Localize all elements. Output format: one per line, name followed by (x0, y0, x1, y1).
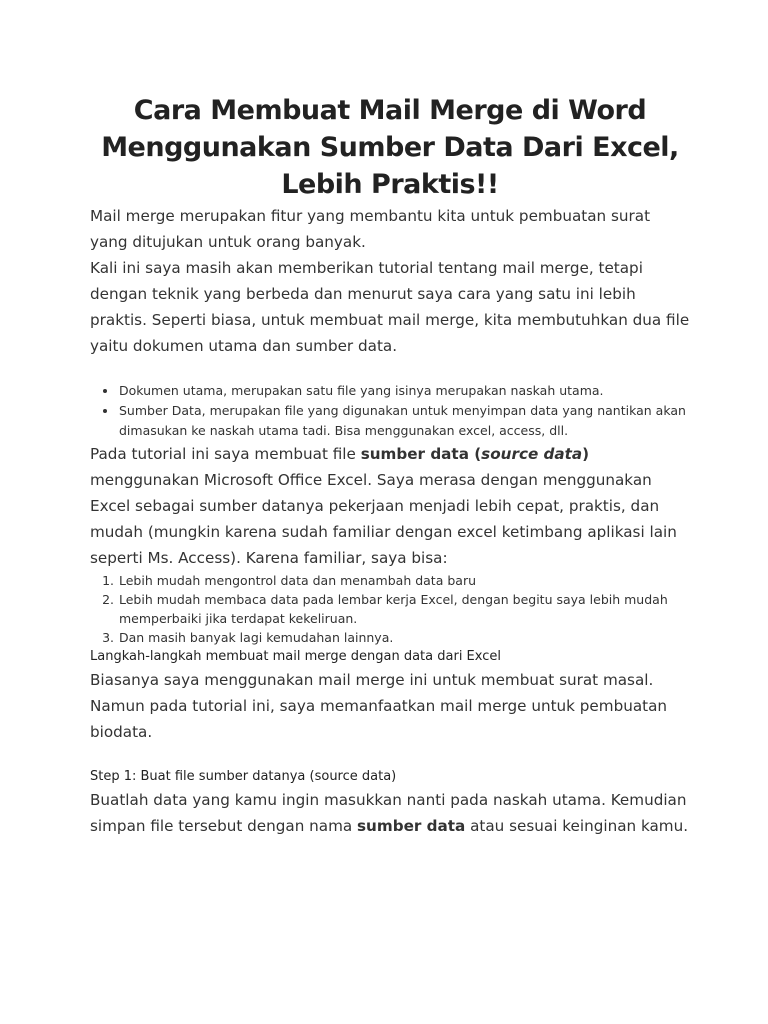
article (90, 92, 690, 839)
bold-text: sumber data (357, 817, 466, 835)
text-span: ) (582, 445, 590, 463)
list-item: 3. Dan masih banyak lagi kemudahan lainnya. (118, 628, 690, 647)
article-title: Cara Membuat Mail Merge di Word Menggunakan Sumber Data Dari Excel, Lebih Praktis!! (101, 95, 679, 200)
list-item: 2. Lebih mudah membaca data pada lembar kerja Excel, dengan begitu saya lebih mudah memperbaiki jika terdapat kekeliruan. (118, 590, 690, 628)
text-span: sumber data ( (360, 445, 482, 463)
text-span: menggunakan Microsoft Office Excel. Saya merasa dengan menggunakan Excel sebagai sumber datanya pekerjaan menjadi lebih cepat, praktis, dan mudah (mungkin karena sudah familiar dengan excel ketimbang aplikasi lain seperti Ms. Access). Karena familiar, saya bisa: (90, 471, 677, 567)
step1-heading: Step 1: Buat file sumber datanya (source data) (90, 769, 397, 784)
text-span: atau sesuai keinginan kamu. (465, 817, 689, 835)
intro-paragraph: Mail merge merupakan fitur yang membantu kita untuk pembuatan surat yang ditujukan untuk orang banyak. (90, 207, 651, 251)
benefits-list (90, 571, 690, 647)
excel-source-paragraph (90, 441, 690, 571)
step1-paragraph (90, 787, 690, 839)
file-types-list (90, 381, 690, 441)
text-span: Buatlah data yang kamu ingin masukkan nanti pada naskah utama. Kemudian simpan file tersebut dengan nama (90, 791, 687, 835)
list-item: • Sumber Data, merupakan file yang digunakan untuk menyimpan data yang nantikan akan dimasukan ke naskah utama tadi. Bisa menggunakan excel, access, dll. (118, 401, 690, 441)
italic-text: source data (481, 445, 583, 463)
explanation-paragraph: Kali ini saya masih akan memberikan tutorial tentang mail merge, tetapi dengan teknik yang berbeda dan menurut saya cara yang satu ini lebih praktis. Seperti biasa, untuk membuat mail merge, kita membutuhkan dua file yaitu dokumen utama dan sumber data. (90, 259, 690, 355)
list-item: 1. Lebih mudah mengontrol data dan menambah data baru (118, 571, 690, 590)
purpose-paragraph: Biasanya saya menggunakan mail merge ini untuk membuat surat masal. Namun pada tutorial ini, saya memanfaatkan mail merge untuk pembuatan biodata. (90, 671, 668, 741)
text-span: Pada tutorial ini saya membuat file (90, 445, 361, 463)
steps-heading: Langkah-langkah membuat mail merge dengan data dari Excel (90, 649, 501, 664)
bold-text (361, 445, 589, 463)
list-item: • Dokumen utama, merupakan satu file yang isinya merupakan naskah utama. (118, 381, 690, 401)
